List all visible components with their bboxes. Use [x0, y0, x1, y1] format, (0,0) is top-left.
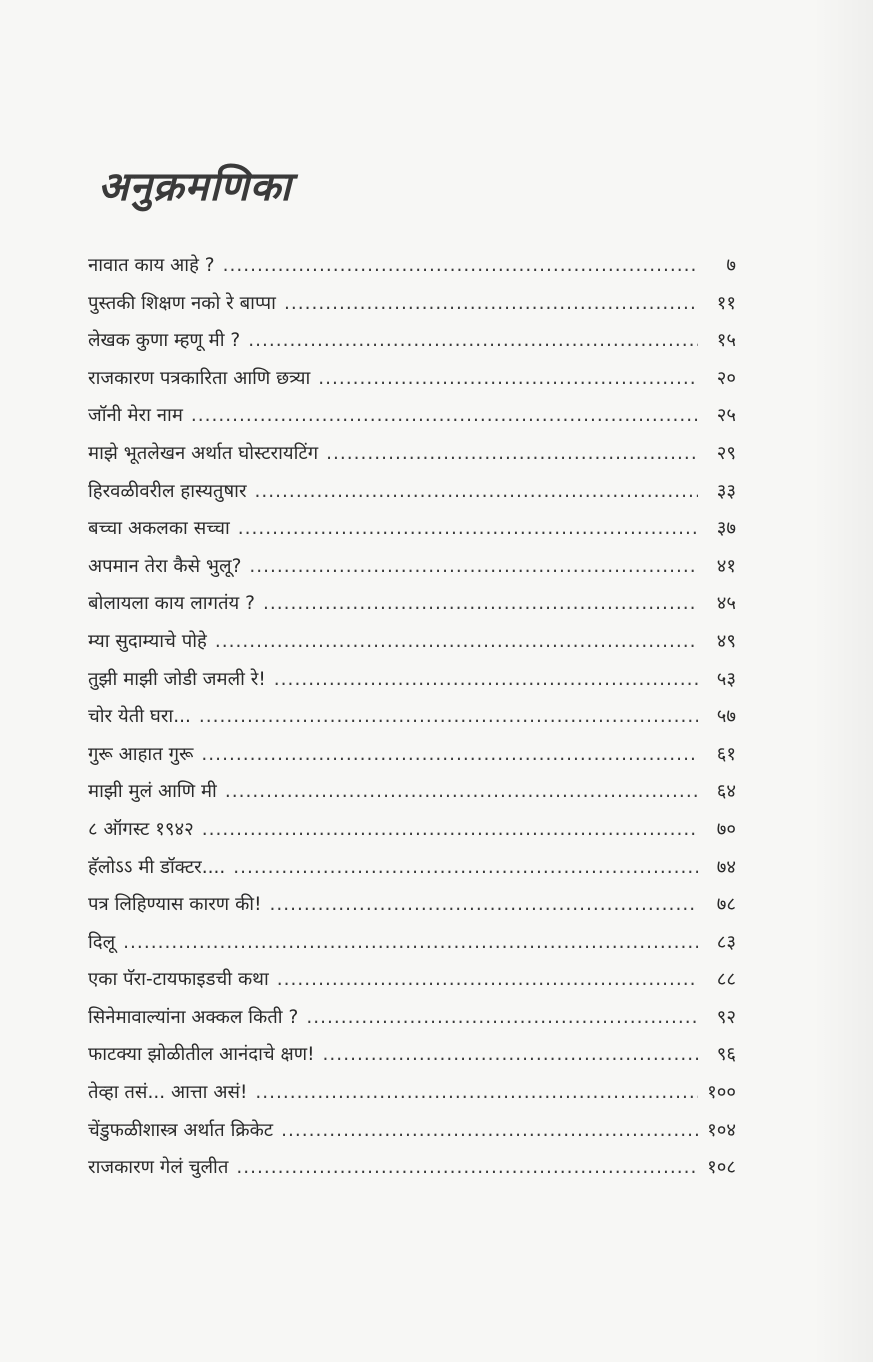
toc-entry[interactable]: [88, 435, 736, 473]
toc-entry-title: म्या सुदाम्याचे पोहे: [88, 630, 207, 652]
toc-entry-page: ९२: [716, 1006, 736, 1028]
toc-entry-title: नावात काय आहे ?: [88, 255, 215, 276]
toc-entry[interactable]: [88, 999, 736, 1037]
toc-entry-title: बोलायला काय लागतंय ?: [88, 593, 255, 615]
toc-entry[interactable]: [88, 510, 736, 548]
toc-entry-page: ७: [726, 255, 736, 276]
toc-entry[interactable]: [88, 661, 736, 699]
toc-entry[interactable]: [88, 360, 736, 398]
dot-leader: [255, 1074, 698, 1112]
toc-entry-page: ४९: [716, 630, 736, 652]
toc-entry-title: माझी मुलं आणि मी: [88, 781, 217, 803]
toc-entry[interactable]: [88, 924, 736, 962]
toc-entry-page: ५३: [716, 668, 736, 690]
toc-entry-page: ४५: [716, 593, 736, 615]
dot-leader: [123, 924, 698, 962]
toc-entry[interactable]: [88, 736, 736, 774]
toc-entry[interactable]: [88, 698, 736, 736]
toc-entry[interactable]: [88, 548, 736, 586]
toc-entry-page: २०: [716, 367, 736, 389]
toc-entry-page: ३७: [716, 518, 736, 540]
toc-entry-title: तेव्हा तसं... आत्ता असं!: [88, 1082, 248, 1104]
dot-leader: [249, 548, 698, 586]
toc-entry-title: गुरू आहात गुरू: [88, 743, 194, 765]
toc-entry[interactable]: [88, 773, 736, 811]
page-title: अनुक्रमणिका: [98, 162, 292, 210]
toc-entry[interactable]: [88, 473, 736, 511]
toc-entry[interactable]: [88, 1036, 736, 1074]
dot-leader: [201, 736, 698, 774]
dot-leader: [223, 247, 698, 285]
toc-entry-title: दिलू: [88, 931, 116, 953]
table-of-contents: [88, 247, 736, 1187]
toc-entry[interactable]: [88, 1112, 736, 1150]
toc-entry[interactable]: [88, 623, 736, 661]
toc-entry-page: १०४: [707, 1119, 736, 1141]
toc-entry[interactable]: [88, 811, 736, 849]
toc-entry[interactable]: [88, 322, 736, 360]
dot-leader: [306, 999, 698, 1037]
toc-entry-title: लेखक कुणा म्हणू मी ?: [88, 330, 241, 352]
dot-leader: [233, 849, 698, 887]
toc-entry-title: ८ ऑगस्ट १९४२: [88, 818, 194, 840]
toc-entry-page: ८८: [716, 969, 736, 991]
toc-entry-page: ७४: [716, 856, 736, 878]
toc-entry-page: ९६: [716, 1044, 736, 1066]
toc-entry-title: तुझी माझी जोडी जमली रे!: [88, 668, 266, 690]
page-edge-shade: [813, 0, 873, 1362]
toc-entry-title: हॅलोऽऽ मी डॉक्टर....: [88, 856, 226, 878]
toc-entry-page: १००: [707, 1082, 736, 1104]
dot-leader: [263, 585, 698, 623]
toc-entry-title: चेंडुफळीशास्त्र अर्थात क्रिकेट: [88, 1119, 274, 1141]
dot-leader: [225, 773, 698, 811]
toc-entry[interactable]: [88, 1149, 736, 1187]
dot-leader: [274, 661, 698, 699]
toc-entry-title: हिरवळीवरील हास्यतुषार: [88, 480, 247, 502]
toc-entry-title: बच्चा अकलका सच्चा: [88, 518, 230, 540]
toc-entry-title: सिनेमावाल्यांना अक्कल किती ?: [88, 1006, 299, 1028]
toc-entry-title: पुस्तकी शिक्षण नको रे बाप्पा: [88, 292, 276, 314]
dot-leader: [248, 322, 698, 360]
toc-entry-page: ३३: [716, 480, 736, 502]
toc-entry-page: ८३: [716, 931, 736, 953]
toc-entry-page: १०८: [707, 1157, 736, 1179]
toc-entry-page: २९: [716, 442, 736, 464]
toc-entry[interactable]: [88, 849, 736, 887]
dot-leader: [326, 435, 698, 473]
dot-leader: [323, 1036, 698, 1074]
toc-entry-page: १५: [716, 330, 736, 352]
dot-leader: [269, 886, 698, 924]
toc-entry[interactable]: [88, 961, 736, 999]
toc-entry-page: ६१: [716, 743, 736, 765]
toc-entry-page: ५७: [716, 706, 736, 728]
dot-leader: [199, 698, 698, 736]
toc-entry-title: जॉनी मेरा नाम: [88, 405, 183, 427]
dot-leader: [215, 623, 698, 661]
toc-entry-page: २५: [716, 405, 736, 427]
dot-leader: [191, 397, 698, 435]
dot-leader: [202, 811, 698, 849]
toc-entry-page: ४१: [716, 555, 736, 577]
dot-leader: [277, 961, 698, 999]
toc-entry[interactable]: [88, 397, 736, 435]
dot-leader: [318, 360, 698, 398]
toc-entry[interactable]: [88, 886, 736, 924]
toc-entry-title: पत्र लिहिण्यास कारण की!: [88, 894, 262, 916]
toc-entry[interactable]: [88, 285, 736, 323]
dot-leader: [281, 1112, 698, 1150]
toc-entry-title: अपमान तेरा कैसे भुलू?: [88, 555, 242, 577]
toc-entry[interactable]: [88, 247, 736, 285]
toc-entry-title: राजकारण पत्रकारिता आणि छत्र्या: [88, 367, 311, 389]
toc-entry-title: फाटक्या झोळीतील आनंदाचे क्षण!: [88, 1044, 315, 1066]
dot-leader: [255, 473, 698, 511]
toc-entry-page: ६४: [716, 781, 736, 803]
dot-leader: [284, 285, 698, 323]
dot-leader: [236, 1149, 698, 1187]
toc-entry-page: ७०: [716, 818, 736, 840]
toc-entry-title: राजकारण गेलं चुलीत: [88, 1157, 229, 1179]
toc-entry-title: चोर येती घरा...: [88, 706, 191, 728]
toc-entry-page: ११: [716, 292, 736, 314]
toc-entry-title: माझे भूतलेखन अर्थात घोस्टरायटिंग: [88, 442, 319, 464]
toc-entry-title: एका पॅरा-टायफाइडची कथा: [88, 969, 269, 991]
toc-entry-page: ७८: [716, 894, 736, 916]
toc-entry[interactable]: [88, 1074, 736, 1112]
dot-leader: [238, 510, 698, 548]
toc-entry[interactable]: [88, 585, 736, 623]
